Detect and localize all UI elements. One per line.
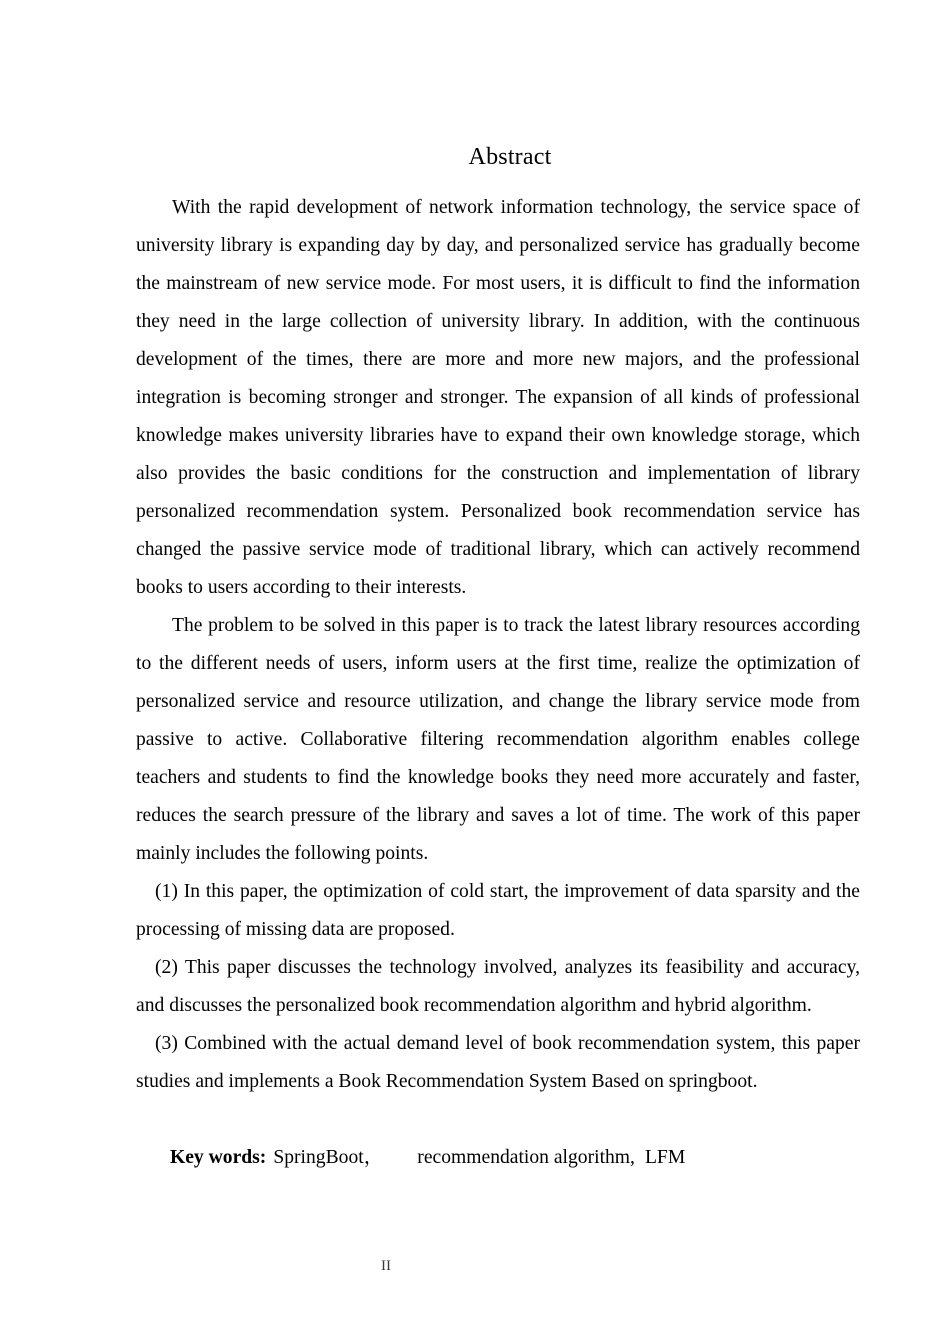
abstract-body (136, 189, 860, 1177)
keyword-item-springboot: SpringBoot， (273, 1147, 384, 1168)
keywords-label: Key words: (170, 1147, 267, 1168)
keywords-spacer (136, 1101, 860, 1139)
abstract-point: (3) Combined with the actual demand level of book recommendation system, this paper studies and implements a Book Recommendation System Based on springboot. (136, 1033, 860, 1092)
abstract-point: (2) This paper discusses the technology involved, analyzes its feasibility and accuracy, and discusses the personalized book recommendation algorithm and hybrid algorithm. (136, 957, 860, 1016)
keyword-item-recommendation-algorithm: recommendation algorithm, (417, 1147, 635, 1168)
page-number: II (381, 1258, 391, 1274)
abstract-paragraph: The problem to be solved in this paper is to track the latest library resources according to the different needs of users, inform users at the first time, realize the optimization of personalized service and resource utilization, and change the library service mode from passive to active. Collaborative filtering recommendation algorithm enables college teachers and students to find the knowledge books they need more accurately and faster, reduces the search pressure of the library and saves a lot of time. The work of this paper mainly includes the following points. (136, 615, 860, 864)
abstract-point: (1) In this paper, the optimization of cold start, the improvement of data sparsity and the processing of missing data are proposed. (136, 881, 860, 940)
page-title: Abstract (468, 144, 552, 170)
abstract-paragraph: With the rapid development of network information technology, the service space of university library is expanding day by day, and personalized service has gradually become the mainstream of new service mode. For most users, it is difficult to find the information they need in the large collection of university library. In addition, with the continuous development of the times, there are more and more new majors, and the professional integration is becoming stronger and stronger. The expansion of all kinds of professional knowledge makes university libraries have to expand their own knowledge storage, which also provides the basic conditions for the construction and implementation of library personalized recommendation system. Personalized book recommendation service has changed the passive service mode of traditional library, which can actively recommend books to users according to their interests. (136, 197, 860, 598)
keyword-item-lfm: LFM (644, 1147, 686, 1168)
keywords-line (136, 1139, 860, 1177)
